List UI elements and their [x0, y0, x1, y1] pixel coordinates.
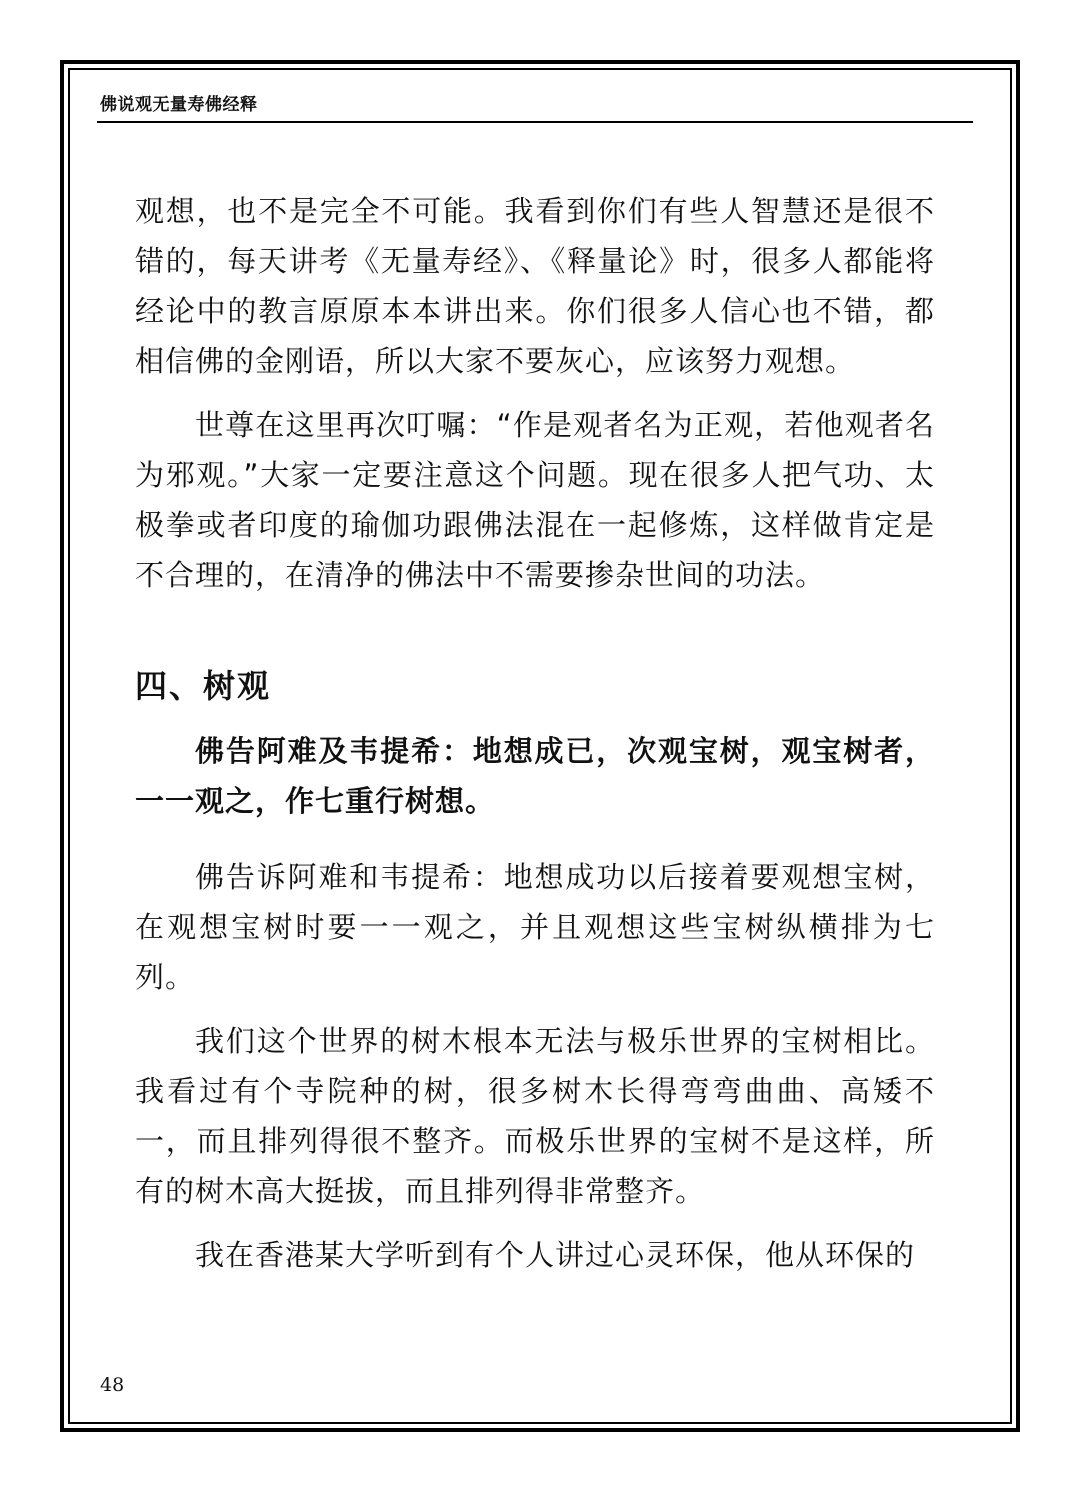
body-paragraph-5: 我在香港某大学听到有个人讲过心灵环保，他从环保的 — [195, 1238, 916, 1272]
body-paragraph-2: 世尊在这里再次叮嘱：“作是观者名为正观，若他观者名为邪观。”大家一定要注意这个问题。现在很多人把气功、太极拳或者印度的瑜伽功跟佛法混在一起修炼，这样做肯定是不合理的，在清净的佛法中不需要掺杂世间的功法。 — [135, 408, 935, 592]
body-paragraph-4: 我们这个世界的树木根本无法与极乐世界的宝树相比。我看过有个寺院种的树，很多树木长得弯弯曲曲、高矮不一，而且排列得很不整齐。而极乐世界的宝树不是这样，所有的树木高大挺拔，而且排列得非常整齐。 — [135, 1024, 935, 1208]
section-heading: 四、树观 — [135, 667, 272, 705]
page-body — [135, 186, 935, 1280]
body-paragraph-3: 佛告诉阿难和韦提希：地想成功以后接着要观想宝树，在观想宝树时要一一观之，并且观想这些宝树纵横排为七列。 — [135, 860, 935, 994]
header-rule — [97, 121, 973, 123]
running-header-title: 佛说观无量寿佛经释 — [100, 95, 258, 115]
sutra-quote: 佛告阿难及韦提希：地想成已，次观宝树，观宝树者，一一观之，作七重行树想。 — [135, 734, 935, 818]
page-number: 48 — [100, 1374, 125, 1396]
body-paragraph-1: 观想，也不是完全不可能。我看到你们有些人智慧还是很不错的，每天讲考《无量寿经》、《释量论》时，很多人都能将经论中的教言原原本本讲出来。你们很多人信心也不错，都相信佛的金刚语，所以大家不要灰心，应该努力观想。 — [135, 194, 935, 378]
